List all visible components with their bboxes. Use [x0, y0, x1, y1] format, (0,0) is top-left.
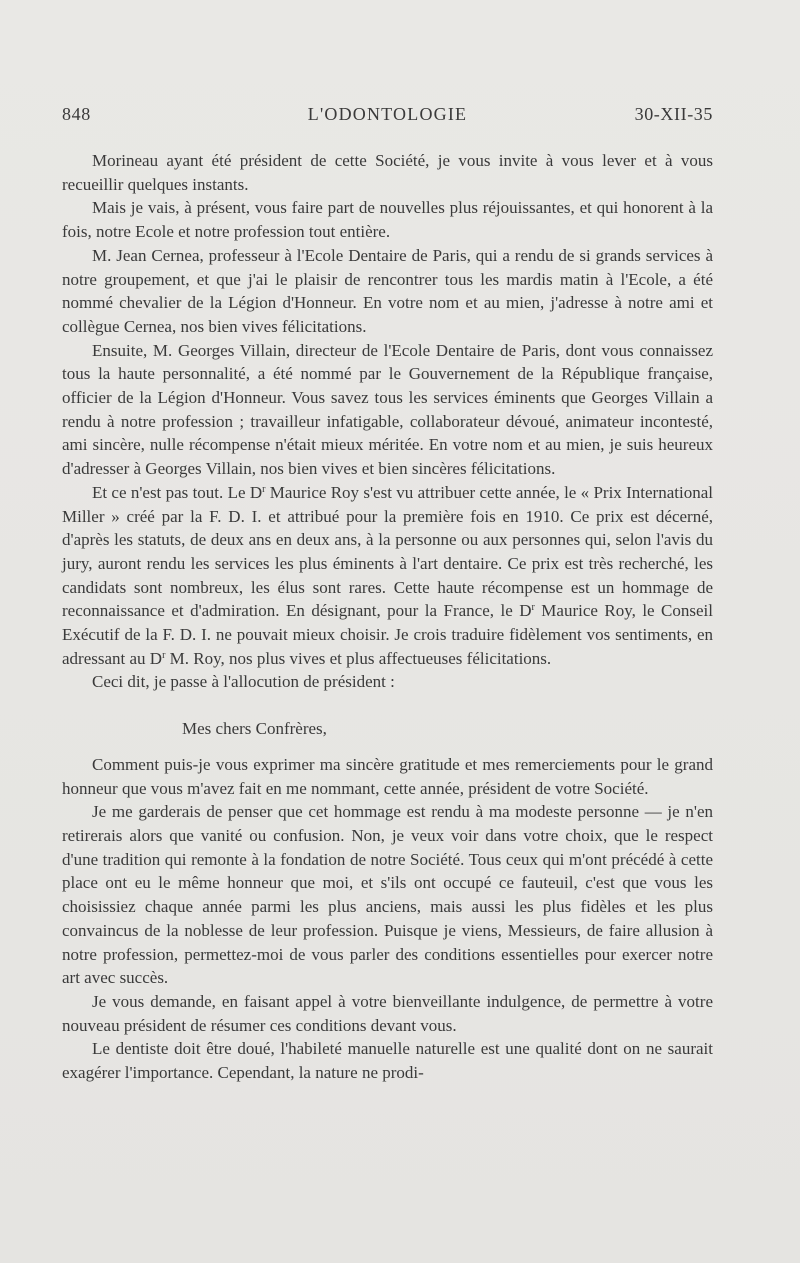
paragraph-9: Je vous demande, en faisant appel à votre bienveillante indulgence, de permettre à votre nouveau président de résumer ces conditions devant vous.	[62, 991, 713, 1035]
paragraph-5-part-a: Et ce n'est pas tout. Le D	[92, 482, 263, 502]
paragraph-7: Comment puis-je vous exprimer ma sincère gratitude et mes remerciements pour le grand honneur que vous m'avez fait en me nommant, cette année, président de votre Société.	[62, 754, 713, 798]
superscript-r-2: r	[531, 602, 535, 614]
paragraph-10: Le dentiste doit être doué, l'habileté manuelle naturelle est une qualité dont on ne saurait exagérer l'importance. Cependant, la nature ne prodi-	[62, 1039, 713, 1083]
journal-title: L'ODONTOLOGIE	[307, 104, 468, 124]
paragraph-8: Je me garderais de penser que cet hommage est rendu à ma modeste personne — je n'en retirerais alors que vanité ou confusion. Non, je veux voir dans votre choix, que le respect d'une tradition qui remonte à la fondation de notre Société. Tous ceux qui m'ont précédé à cette place ont eu le même honneur que moi, et s'ils ont occupé ce fauteuil, c'est que vous les choisissiez chaque année parmi les plus anciens, mais aussi les plus fidèles et les plus convaincus de la noblesse de leur profession. Puisque je viens, Messieurs, de faire allusion à notre profession, permettez-moi de vous parler des conditions essentielles pour exercer notre art avec succès.	[62, 802, 713, 988]
salutation: Mes chers Confrères,	[182, 719, 327, 739]
paragraph-2: Mais je vais, à présent, vous faire part de nouvelles plus réjouissantes, et qui honorent à la fois, notre Ecole et notre profession tout entière.	[62, 198, 713, 242]
issue-date: 30-XII-35	[634, 104, 713, 124]
paragraph-1: Morineau ayant été président de cette Société, je vous invite à vous lever et à vous recueillir quelques instants.	[62, 151, 713, 194]
paragraph-5-part-b: Maurice Roy s'est vu attribuer cette année, le « Prix International Miller » créé par la F. D. I. et attribué pour la première fois en 1910. Ce prix est décerné, d'après les statuts, de deux ans en deux ans, à la personne ou aux personnes qui, selon l'avis du jury, auront rendu les services les plus éminents à l'art dentaire. Ce prix est très recherché, les candidats sont nombreux, les élus sont rares. Cette haute récompense est un hommage de reconnaissance et d'admiration. En désignant, pour la France, le D	[62, 482, 713, 621]
paragraph-3: M. Jean Cernea, professeur à l'Ecole Dentaire de Paris, qui a rendu de si grands services à notre groupement, et que j'ai le plaisir de rencontrer tous les mardis matin à l'Ecole, a été nommé chevalier de la Légion d'Honneur. En votre nom et au mien, j'adresse à notre ami et collègue Cernea, nos bien vives félicitations.	[62, 245, 713, 336]
running-header	[62, 104, 713, 130]
paragraph-4: Ensuite, M. Georges Villain, directeur de l'Ecole Dentaire de Paris, dont vous connaissez tous la haute personnalité, a été nommé par le Gouvernement de la République française, officier de la Légion d'Honneur. Vous savez tous les services éminents que Georges Villain a rendu à notre profession ; travailleur infatigable, collaborateur dévoué, animateur incontesté, ami sincère, nulle récompense n'était mieux méritée. En votre nom et au mien, je suis heureux d'adresser à Georges Villain, nos bien vives et bien sincères félicitations.	[62, 340, 713, 479]
page-number: 848	[62, 104, 91, 124]
superscript-r-3: r	[162, 649, 166, 661]
superscript-r-1: r	[262, 483, 266, 495]
paragraph-5	[62, 481, 713, 671]
body-text	[62, 149, 713, 1085]
paragraph-6: Ceci dit, je passe à l'allocution de président :	[92, 672, 395, 692]
paragraph-5-part-d: M. Roy, nos plus vives et plus affectueuses félicitations.	[165, 648, 552, 668]
paragraph-5-part-c: Maurice Roy, le Conseil Exécutif de la F. D. I. ne pouvait mieux choisir. Je crois traduire fidèlement vos sentiments, en adressant au D	[62, 601, 713, 668]
